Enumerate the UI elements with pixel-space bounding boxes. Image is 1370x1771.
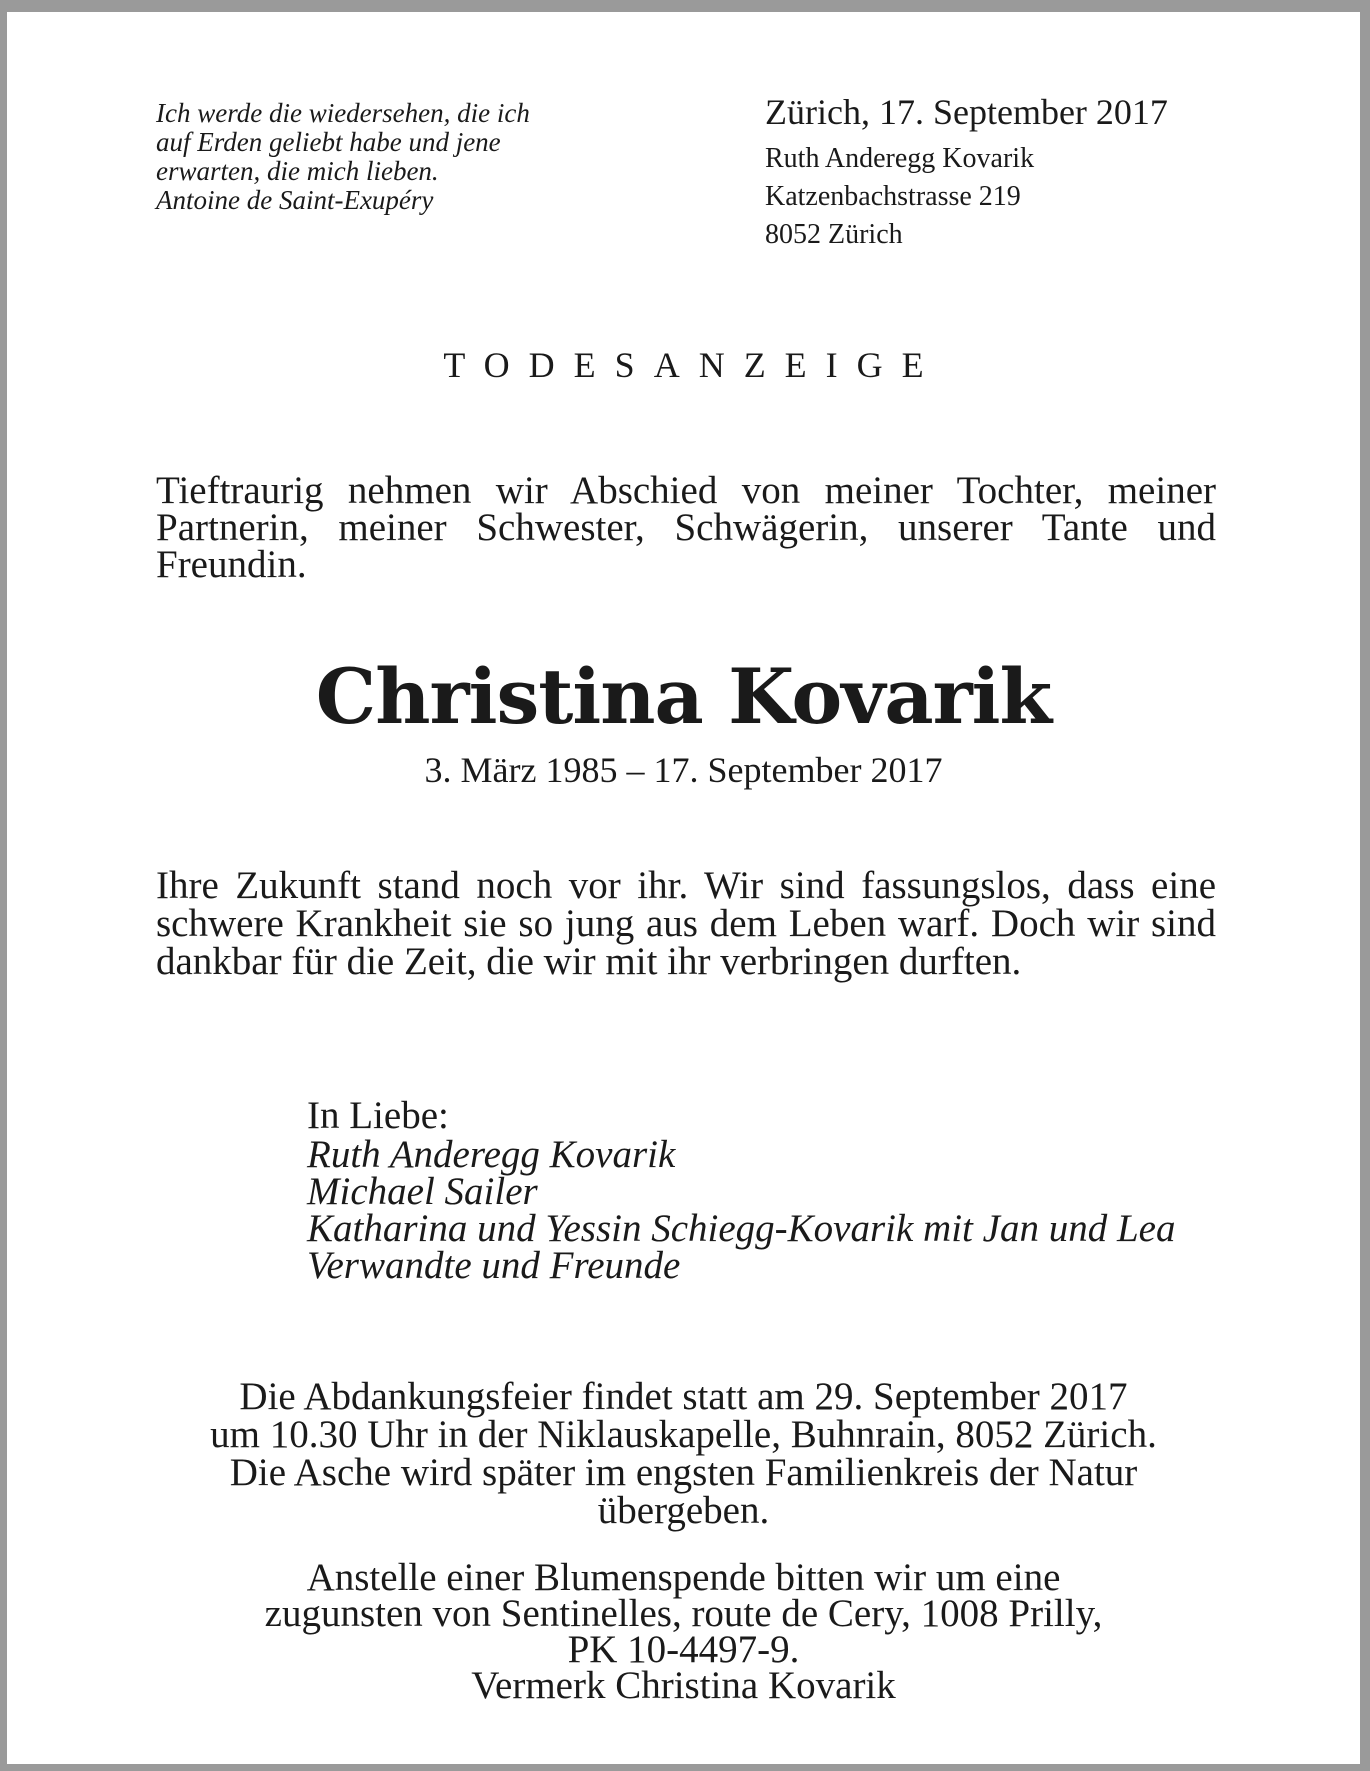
obituary-page bbox=[7, 12, 1360, 1764]
life-dates: 3. März 1985 – 17. September 2017 bbox=[424, 750, 943, 790]
mourners-block bbox=[307, 1094, 1267, 1287]
page-title: TODESANZEIGE bbox=[443, 345, 943, 385]
intro-paragraph: Tieftraurig nehmen wir Abschied von meiner Tochter, meiner Partnerin, meiner Schwester, Schwägerin, unserer Tante und Freundin. bbox=[156, 469, 1216, 586]
donation-line: PK 10-4497-9. bbox=[567, 1628, 800, 1671]
address-line: 8052 Zürich bbox=[765, 219, 903, 250]
donation-line: Anstelle einer Blumenspende bitten wir um eine bbox=[306, 1556, 1061, 1599]
memorial-paragraph: Ihre Zukunft stand noch vor ihr. Wir sind fassungslos, dass eine schwere Krankheit sie so jung aus dem Leben warf. Doch wir sind dankbar für die Zeit, die wir mit ihr verbringen durften. bbox=[156, 864, 1216, 983]
address-line: Ruth Anderegg Kovarik bbox=[765, 143, 1035, 174]
place-date: Zürich, 17. September 2017 bbox=[765, 92, 1168, 132]
ceremony-line: übergeben. bbox=[597, 1489, 770, 1532]
deceased-name: Christina Kovarik bbox=[315, 652, 1052, 741]
mourner-name: Michael Sailer bbox=[307, 1170, 538, 1213]
donation-info bbox=[7, 1556, 1360, 1707]
ceremony-line: Die Asche wird später im engsten Familienkreis der Natur bbox=[229, 1451, 1138, 1494]
donation-line: zugunsten von Sentinelles, route de Cery, 1008 Prilly, bbox=[264, 1592, 1103, 1635]
sender-block bbox=[765, 90, 1325, 254]
donation-line: Vermerk Christina Kovarik bbox=[471, 1664, 896, 1707]
quote-line: erwarten, die mich lieben. bbox=[156, 156, 439, 186]
sender-address bbox=[765, 140, 1325, 254]
ceremony-line: um 10.30 Uhr in der Niklauskapelle, Buhnrain, 8052 Zürich. bbox=[210, 1413, 1157, 1456]
mourner-name: Katharina und Yessin Schiegg-Kovarik mit Jan und Lea bbox=[307, 1207, 1176, 1250]
address-line: Katzenbachstrasse 219 bbox=[765, 181, 1021, 212]
ceremony-line: Die Abdankungsfeier findet statt am 29. September 2017 bbox=[239, 1375, 1128, 1418]
quote-line: Ich werde die wiedersehen, die ich bbox=[156, 98, 530, 128]
quote-author: Antoine de Saint-Exupéry bbox=[156, 185, 434, 215]
quote-line: auf Erden geliebt habe und jene bbox=[156, 127, 501, 157]
mourners-list bbox=[307, 1133, 1267, 1287]
ceremony-info bbox=[7, 1375, 1360, 1532]
mourner-name: Verwandte und Freunde bbox=[307, 1244, 681, 1287]
mourners-heading: In Liebe: bbox=[307, 1094, 449, 1137]
mourner-name: Ruth Anderegg Kovarik bbox=[307, 1133, 676, 1176]
epigraph-quote bbox=[156, 99, 586, 215]
